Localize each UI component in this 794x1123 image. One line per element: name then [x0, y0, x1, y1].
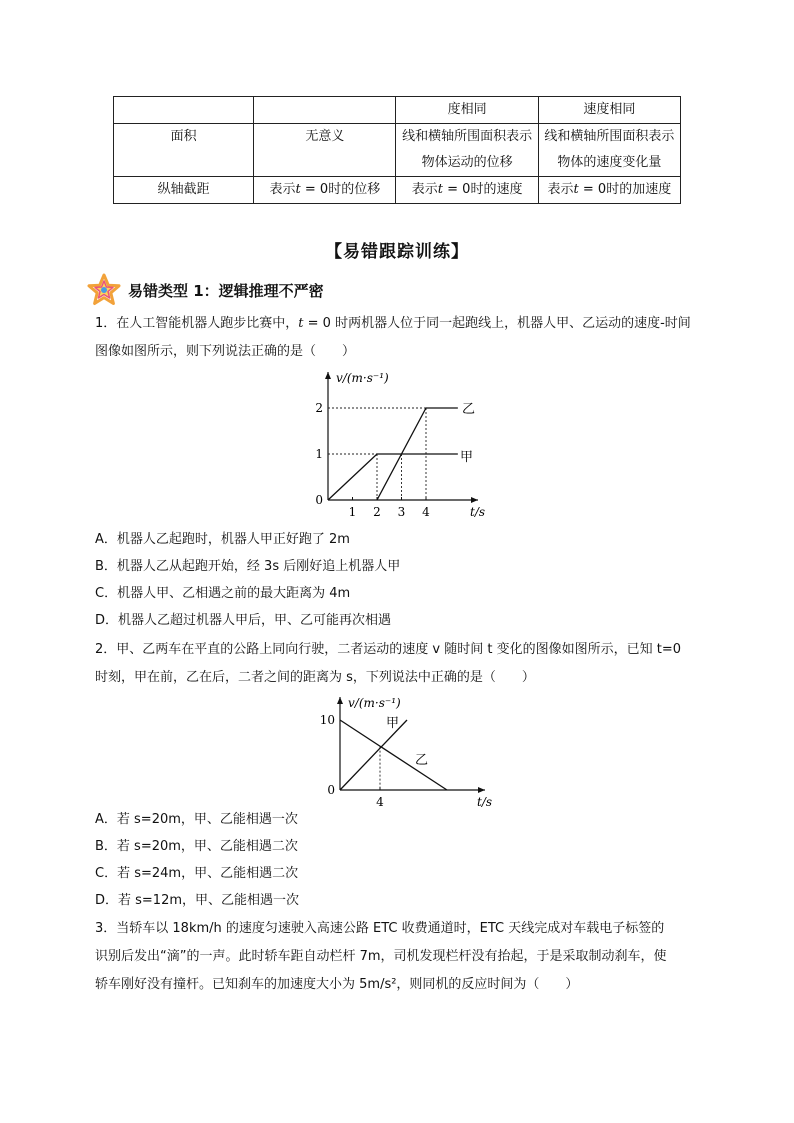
y-axis-arrow — [337, 697, 343, 704]
var-t: t — [573, 182, 579, 197]
error-type-label: 易错类型 1：逻辑推理不严密 — [128, 281, 324, 300]
table-row — [114, 124, 681, 177]
x-tick-label: 4 — [422, 505, 430, 519]
table-cell: 度相同 — [396, 97, 538, 124]
x-tick-label: 2 — [373, 505, 381, 519]
table-cell — [254, 177, 396, 204]
x-tick-label: 3 — [397, 505, 406, 519]
series-label: 乙 — [415, 753, 429, 768]
y-tick-label: 10 — [319, 713, 335, 727]
cell-text: = 0时的位移 — [300, 182, 381, 197]
var-t: t — [295, 182, 301, 197]
q1-text: 1．在人工智能机器人跑步比赛中， — [95, 316, 299, 331]
comparison-table — [113, 96, 681, 204]
q1-option-c: C．机器人甲、乙相遇之前的最大距离为 4m — [95, 586, 351, 601]
question-3-stem — [95, 915, 700, 999]
q1-option-b: B．机器人乙从起跑开始，经 3s 后刚好追上机器人甲 — [95, 559, 401, 574]
table-row — [114, 177, 681, 204]
series-line — [328, 454, 458, 500]
table-cell — [254, 97, 396, 124]
q1-option-d: D．机器人乙超过机器人甲后，甲、乙可能再次相遇 — [95, 613, 392, 628]
q3-line-3: 轿车刚好没有撞杆。已知刹车的加速度大小为 5m/s²，则同机的反应时间为（ ） — [95, 977, 579, 992]
table-cell — [396, 177, 538, 204]
y-axis-label: v/(m·s⁻¹) — [348, 696, 401, 710]
y-tick-label: 2 — [315, 401, 323, 415]
series-label: 甲 — [460, 450, 474, 465]
table-cell — [538, 177, 680, 204]
table-cell: 速度相同 — [538, 97, 680, 124]
y-axis-arrow — [325, 372, 331, 379]
x-axis-label: t/s — [477, 795, 493, 809]
table-cell: 面积 — [114, 124, 254, 177]
var-t: t — [437, 182, 444, 197]
table-cell: 无意义 — [254, 124, 396, 177]
cell-text: = 0时的速度 — [443, 182, 523, 197]
table-cell: 线和横轴所围面积表示物体运动的位移 — [396, 124, 538, 177]
q3-line-2: 识别后发出“滴”的一声。此时轿车距自动栏杆 7m，司机发现栏杆没有抬起，于是采取制动刹车，使 — [95, 949, 667, 964]
series-label: 乙 — [462, 402, 476, 417]
x-axis-label: t/s — [470, 505, 486, 519]
star-icon — [86, 272, 122, 308]
velocity-time-chart-2 — [315, 690, 493, 809]
cell-text: 表示 — [269, 182, 296, 197]
q2-option-a: A．若 s=20m，甲、乙能相遇一次 — [95, 812, 298, 827]
cell-text: 表示 — [547, 182, 574, 197]
x-axis-arrow — [471, 497, 478, 503]
var-t: t — [298, 316, 304, 331]
series-label: 甲 — [386, 716, 400, 731]
q2-line-2: 时刻，甲在前，乙在后，二者之间的距离为 s，下列说法中正确的是（ ） — [95, 670, 535, 685]
q2-line-1: 2．甲、乙两车在平直的公路上同向行驶，二者运动的速度 v 随时间 t 变化的图像如图所示，已知 t=0 — [95, 642, 681, 657]
question-1-stem — [95, 310, 700, 366]
y-tick-label: 1 — [315, 447, 323, 461]
cell-text: 表示 — [411, 182, 438, 197]
cell-text: = 0时的加速度 — [578, 182, 672, 197]
x-tick-label: 1 — [348, 505, 357, 519]
question-2-stem — [95, 636, 700, 692]
section-title: 【易错跟踪训练】 — [325, 242, 469, 262]
y-tick-label: 0 — [315, 493, 323, 507]
velocity-time-chart-1 — [300, 365, 490, 525]
table-row — [114, 97, 681, 124]
q1-option-a: A．机器人乙起跑时，机器人甲正好跑了 2m — [95, 532, 350, 547]
error-type-heading — [86, 272, 324, 308]
table-cell: 线和横轴所围面积表示物体的速度变化量 — [538, 124, 680, 177]
x-tick-label: 4 — [376, 795, 384, 809]
q2-option-c: C．若 s=24m，甲、乙能相遇二次 — [95, 866, 299, 881]
x-axis-arrow — [478, 787, 485, 793]
y-axis-label: v/(m·s⁻¹) — [336, 371, 389, 385]
y-tick-label: 0 — [327, 783, 335, 797]
q2-option-b: B．若 s=20m，甲、乙能相遇二次 — [95, 839, 298, 854]
table-cell — [114, 97, 254, 124]
table-cell: 纵轴截距 — [114, 177, 254, 204]
q1-text: = 0 时两机器人位于同一起跑线上，机器人甲、乙运动的速度-时间图像如图所示，则下列说法正确的是（ ） — [95, 316, 691, 359]
q2-option-d: D．若 s=12m，甲、乙能相遇一次 — [95, 893, 300, 908]
q3-line-1: 3．当轿车以 18km/h 的速度匀速驶入高速公路 ETC 收费通道时，ETC 天线完成对车载电子标签的 — [95, 921, 665, 936]
